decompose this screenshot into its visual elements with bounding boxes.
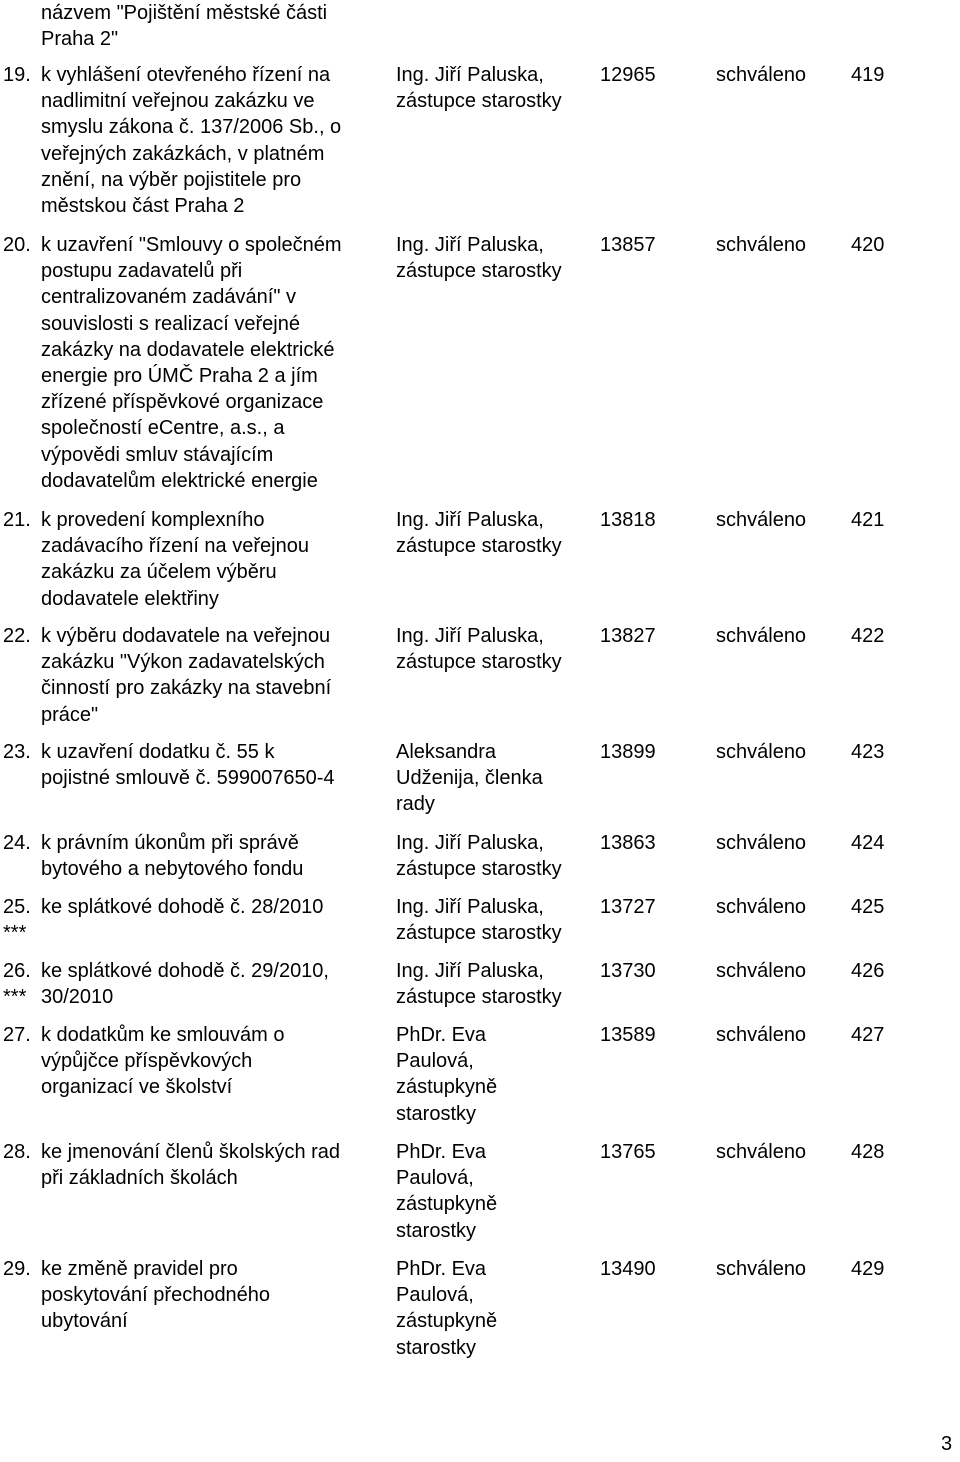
subject-line: zakázky na dodavatele elektrické [41,338,335,361]
submitter-line: Paulová, [396,1284,474,1307]
result-status: schváleno [716,960,807,982]
reference-number: 13899 [600,741,656,763]
subject-line: znění, na výběr pojistitele pro [41,168,302,191]
result-status: schváleno [716,509,807,531]
row-number: 20. [3,234,31,256]
result-status: schváleno [716,234,807,256]
submitter-line: zástupce starostky [396,535,562,558]
row-number: 22. [3,625,31,647]
row-number: 23. [3,741,31,763]
submitter-line: zástupce starostky [396,922,562,945]
resolution-number: 427 [851,1024,885,1046]
submitter-line: Ing. Jiří Paluska, [396,64,544,86]
subject-line: společností eCentre, a.s., a [41,417,285,440]
submitter-line: Ing. Jiří Paluska, [396,234,544,256]
resolution-number: 425 [851,896,885,918]
submitter-line: starostky [396,1102,477,1125]
submitter-line: zástupce starostky [396,90,562,113]
reference-number: 13857 [600,234,656,256]
submitter-line: zástupce starostky [396,986,562,1009]
submitter-line: zástupkyně [396,1193,498,1216]
resolution-number: 422 [851,625,885,647]
row-number: 28. [3,1141,31,1163]
result-status: schváleno [716,832,807,854]
subject-line: dodavatele elektřiny [41,587,219,610]
row-number: 24. [3,832,31,854]
result-status: schváleno [716,625,807,647]
subject-line: k dodatkům ke smlouvám o [41,1024,285,1046]
subject-line: k provedení komplexního [41,509,265,531]
resolution-number: 423 [851,741,885,763]
submitter-line: PhDr. Eva [396,1024,487,1046]
row-number: 27. [3,1024,31,1046]
reference-number: 12965 [600,64,656,86]
resolution-number: 429 [851,1258,885,1280]
submitter-line: rady [396,793,435,816]
submitter-line: zástupkyně [396,1310,498,1333]
resolution-number: 420 [851,234,885,256]
subject-line: organizací ve školství [41,1076,233,1099]
submitter-line: Paulová, [396,1167,474,1190]
reference-number: 13730 [600,960,656,982]
reference-number: 13818 [600,509,656,531]
subject-line: k výběru dodavatele na veřejnou [41,625,331,647]
submitter-line: Ing. Jiří Paluska, [396,832,544,854]
resolution-number: 421 [851,509,885,531]
subject-line: k uzavření dodatku č. 55 k [41,741,275,763]
subject-line: souvislosti s realizací veřejné [41,312,300,335]
submitter-line: Ing. Jiří Paluska, [396,896,544,918]
reference-number: 13765 [600,1141,656,1163]
subject-line: bytového a nebytového fondu [41,858,304,881]
subject-line: k vyhlášení otevřeného řízení na [41,64,331,86]
subject-line: postupu zadavatelů při [41,260,243,283]
result-status: schváleno [716,1141,807,1163]
subject-line: k právním úkonům při správě [41,832,299,854]
submitter-line: Aleksandra [396,741,497,763]
submitter-line: Paulová, [396,1050,474,1073]
subject-line: výpůjčce příspěvkových [41,1050,253,1073]
subject-line: energie pro ÚMČ Praha 2 a jím [41,365,318,387]
subject-line: ke změně pravidel pro [41,1258,238,1280]
reference-number: 13589 [600,1024,656,1046]
result-status: schváleno [716,1024,807,1046]
subject-line: práce" [41,703,99,726]
row-number: 29. [3,1258,31,1280]
submitter-line: starostky [396,1219,477,1242]
subject-line: Praha 2" [41,28,119,51]
subject-line: centralizovaném zadávání" v [41,286,297,309]
row-number: 25. [3,896,31,918]
resolution-number: 419 [851,64,885,86]
submitter-line: Ing. Jiří Paluska, [396,509,544,531]
row-marker: *** [3,986,27,1009]
submitter-line: PhDr. Eva [396,1258,487,1280]
subject-line: zakázku "Výkon zadavatelských [41,651,325,674]
result-status: schváleno [716,741,807,763]
submitter-line: zástupce starostky [396,260,562,283]
reference-number: 13863 [600,832,656,854]
submitter-line: starostky [396,1336,477,1359]
subject-line: pojistné smlouvě č. 599007650-4 [41,767,335,790]
result-status: schváleno [716,896,807,918]
subject-line: výpovědi smluv stávajícím [41,443,274,466]
submitter-line: Udženija, členka [396,767,543,790]
submitter-line: Ing. Jiří Paluska, [396,625,544,647]
reference-number: 13490 [600,1258,656,1280]
subject-line: dodavatelům elektrické energie [41,469,318,492]
page-number: 3 [941,1433,953,1455]
subject-line: činností pro zakázky na stavební [41,677,332,700]
subject-line: městskou část Praha 2 [41,195,245,217]
row-number: 26. [3,960,31,982]
row-number: 21. [3,509,31,531]
submitter-line: Ing. Jiří Paluska, [396,960,544,982]
subject-line: zadávacího řízení na veřejnou [41,535,309,558]
row-number: 19. [3,64,31,86]
row-marker: *** [3,922,27,945]
reference-number: 13727 [600,896,656,918]
result-status: schváleno [716,1258,807,1280]
subject-line: poskytování přechodného [41,1284,271,1307]
subject-line: k uzavření "Smlouvy o společném [41,234,342,256]
resolution-number: 428 [851,1141,885,1163]
resolution-number: 426 [851,960,885,982]
subject-line: zřízené příspěvkové organizace [41,391,324,414]
subject-line: názvem "Pojištění městské části [41,2,328,24]
subject-line: zakázku za účelem výběru [41,561,277,584]
submitter-line: PhDr. Eva [396,1141,487,1163]
subject-line: ke splátkové dohodě č. 29/2010, [41,960,329,982]
submitter-line: zástupce starostky [396,858,562,881]
subject-line: ke jmenování členů školských rad [41,1141,341,1163]
resolution-number: 424 [851,832,885,854]
subject-line: při základních školách [41,1167,238,1190]
submitter-line: zástupce starostky [396,651,562,674]
subject-line: nadlimitní veřejnou zakázku ve [41,90,315,113]
subject-line: veřejných zakázkách, v platném [41,142,325,165]
subject-line: 30/2010 [41,986,114,1009]
subject-line: ke splátkové dohodě č. 28/2010 [41,896,324,918]
reference-number: 13827 [600,625,656,647]
submitter-line: zástupkyně [396,1076,498,1099]
subject-line: smyslu zákona č. 137/2006 Sb., o [41,116,342,139]
result-status: schváleno [716,64,807,86]
subject-line: ubytování [41,1310,128,1333]
